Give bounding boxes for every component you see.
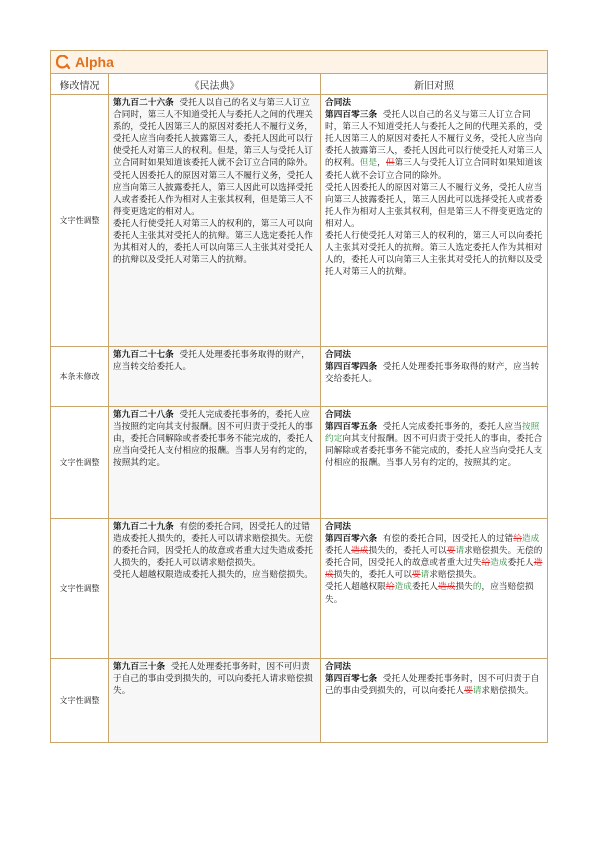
added-text: 按照约定 xyxy=(325,422,540,445)
article-text: 损失 xyxy=(455,582,473,593)
law-name: 合同法 xyxy=(325,410,352,420)
paragraph: 受托人因委托人的原因对第三人不履行义务，受托人应当向第三人披露委托人，第三人因此可以选择受托人或者委托人作为相对人主张其权利，但是第三人不得变更选定的相对人。 xyxy=(325,182,543,229)
deleted-text: 给 xyxy=(385,582,395,593)
civil-code-cell xyxy=(109,519,321,659)
paragraph: 委托人行使受托人对第三人的权利的，第三人可以向委托人主张其对受托人的抗辩。第三人选定委托人作为其相对人的，委托人可以向第三人主张其对受托人的抗辩以及受托人对第三人的抗辩。 xyxy=(113,218,313,266)
brand-name: Alpha xyxy=(75,54,114,70)
deleted-text: 造成 xyxy=(325,558,543,581)
civil-code-cell xyxy=(109,347,321,407)
article-text: 损失的，委托人可以 xyxy=(368,546,447,557)
comparison-cell xyxy=(321,95,548,347)
article-text: 受托人处理委托事务取得的财产，应当转交给委托人。 xyxy=(113,350,310,373)
article-number: 第九百二十六条 xyxy=(113,98,174,108)
deleted-text: 造成 xyxy=(351,546,369,557)
paragraph xyxy=(113,409,316,469)
article-text: 求赔偿损失。 xyxy=(429,570,482,581)
added-text: 造成 xyxy=(490,558,508,569)
paragraph: 受托人超越权限造成委托人损失的，应当赔偿损失。 xyxy=(113,570,313,581)
added-text: 但是 xyxy=(359,158,378,169)
article-text: 受托人处理委托事务时，因不可归责于自己的事由受到损失的，可以向委托人 xyxy=(325,674,540,697)
paragraph: 受托人因委托人的原因对第三人不履行义务，受托人应当向第三人披露委托人，第三人因此可以选择受托人或者委托人作为相对人主张其权利，但是第三人不得变更选定的相对人。 xyxy=(113,170,313,217)
deleted-text: 给 xyxy=(481,558,491,569)
header-old-new: 新旧对照 xyxy=(321,74,548,95)
civil-code-cell xyxy=(109,407,321,519)
article-number: 第九百二十七条 xyxy=(113,350,174,360)
comparison-cell xyxy=(321,519,548,659)
article-text: 受托人超越权限 xyxy=(325,582,386,593)
comparison-sheet xyxy=(50,50,548,743)
comparison-cell xyxy=(321,659,548,743)
law-name: 合同法 xyxy=(325,98,352,108)
deleted-text: 要 xyxy=(446,546,456,557)
article-text: 第三人与受托人订立合同时如果知道该委托人就不会订立合同的除外。 xyxy=(325,158,543,181)
deleted-text: 给 xyxy=(513,534,522,545)
paragraph xyxy=(325,581,543,605)
paragraph: 委托人行使受托人对第三人的权利的，第三人可以向委托人主张其对受托人的抗辩。第三人选定委托人作为其相对人的，委托人可以向第三人主张其对受托人的抗辩以及受托人对第三人的抗辩。 xyxy=(325,231,543,278)
added-text: 请 xyxy=(472,686,482,697)
deleted-text: 要 xyxy=(464,686,473,697)
paragraph xyxy=(113,349,316,373)
article-text: 委托人 xyxy=(325,546,352,557)
added-text: 造成 xyxy=(521,534,540,545)
article-number: 第四百零四条 xyxy=(325,362,378,373)
status-cell: 本条未修改 xyxy=(51,347,109,407)
article-number: 第四百零七条 xyxy=(325,674,378,685)
article-number: 第九百二十八条 xyxy=(113,410,174,420)
table-row xyxy=(51,659,548,743)
paragraph xyxy=(113,521,316,569)
article-text: 求赔偿损失。 xyxy=(481,686,534,697)
article-number: 第四百零五条 xyxy=(325,422,378,433)
added-text: 造成 xyxy=(394,582,412,593)
law-name: 合同法 xyxy=(325,522,352,532)
status-cell: 文字性调整 xyxy=(51,407,109,519)
alpha-logo-icon xyxy=(55,55,71,69)
comparison-cell xyxy=(321,407,548,519)
article-text: 有偿的委托合同，因受托人的过错造成委托人损失的，委托人可以请求赔偿损失。无偿的委托合同，因受托人的故意或者重大过失造成委托人损失的，委托人可以请求赔偿损失。 xyxy=(113,522,313,569)
table-row xyxy=(51,347,548,407)
header-modification: 修改情况 xyxy=(51,74,109,95)
added-text: 的 xyxy=(472,582,482,593)
article-text: 有偿的委托合同，因受托人的过错 xyxy=(382,534,514,545)
paragraph xyxy=(113,661,316,697)
paragraph xyxy=(325,673,543,697)
deleted-text: 但 xyxy=(385,158,395,169)
table-row xyxy=(51,95,548,347)
comparison-cell xyxy=(321,347,548,407)
civil-code-cell xyxy=(109,659,321,743)
status-cell: 文字性调整 xyxy=(51,519,109,659)
paragraph xyxy=(325,421,543,469)
article-text: 向其支付报酬。因不可归责于受托人的事由，委托合同解除或者委托事务不能完成的，委托人应当向受托人支付相应的报酬。当事人另有约定的，按照其约定。 xyxy=(325,434,543,469)
table-row xyxy=(51,519,548,659)
law-name: 合同法 xyxy=(325,350,352,360)
table-header-row xyxy=(51,74,548,95)
article-number: 第九百二十九条 xyxy=(113,522,174,532)
deleted-text: 要 xyxy=(411,570,421,581)
article-text: 受托人以自己的名义与第三人订立合同时，第三人不知道受托人与委托人之间的代理关系的，受托人因第三人的原因对委托人不履行义务，受托人应当向委托人披露第三人，委托人因此可以行使受托人对第三人的权利。但是，第三人与受托人订立合同时如果知道该委托人就不会订立合同的除外。 xyxy=(113,98,313,169)
article-text: ，应当赔偿损失。 xyxy=(325,582,534,605)
article-text: 委托人 xyxy=(411,582,439,593)
added-text: 请 xyxy=(455,546,465,557)
article-number: 第九百三十条 xyxy=(113,662,166,672)
article-text: 受托人完成委托事务的，委托人应当按照约定向其支付报酬。因不可归责于受托人的事由，委托合同解除或者委托事务不能完成的，委托人应当向受托人支付相应的报酬。当事人另有约定的，按照其约定。 xyxy=(113,410,313,469)
status-cell: 文字性调整 xyxy=(51,659,109,743)
brand-header xyxy=(50,50,548,73)
table-row xyxy=(51,407,548,519)
paragraph xyxy=(325,109,543,182)
paragraph xyxy=(325,533,543,581)
comparison-table xyxy=(50,73,548,743)
article-text: 委托人 xyxy=(507,558,534,569)
header-civil-code: 《民法典》 xyxy=(109,74,321,95)
article-text: 受托人处理委托事务取得的财产，应当转交给委托人。 xyxy=(325,362,540,385)
article-text: 受托人以自己的名义与第三人订立合同时，第三人不知道受托人与委托人之间的代理关系的，受托人因第三人的原因对委托人不履行义务，受托人应当向委托人披露第三人，委托人因此可以行使受托人对第三人的权利。 xyxy=(325,110,543,169)
article-number: 第四百零三条 xyxy=(325,110,378,121)
civil-code-cell xyxy=(109,95,321,347)
article-text: 受托人完成委托事务的，委托人应当 xyxy=(382,422,522,433)
article-text: 受托人处理委托事务时，因不可归责于自己的事由受到损失的，可以向委托人请求赔偿损失。 xyxy=(113,662,313,697)
paragraph xyxy=(113,97,316,170)
article-number: 第四百零六条 xyxy=(325,534,378,545)
article-text: ， xyxy=(377,158,386,169)
article-text: 损失的，委托人可以 xyxy=(333,570,412,581)
deleted-text: 造成 xyxy=(438,582,456,593)
added-text: 请 xyxy=(420,570,430,581)
status-cell: 文字性调整 xyxy=(51,95,109,347)
article-text: 求赔偿损失。无偿的委托合同，因受托人的故意或者重大过失 xyxy=(325,546,543,569)
paragraph xyxy=(325,361,543,385)
law-name: 合同法 xyxy=(325,662,352,672)
